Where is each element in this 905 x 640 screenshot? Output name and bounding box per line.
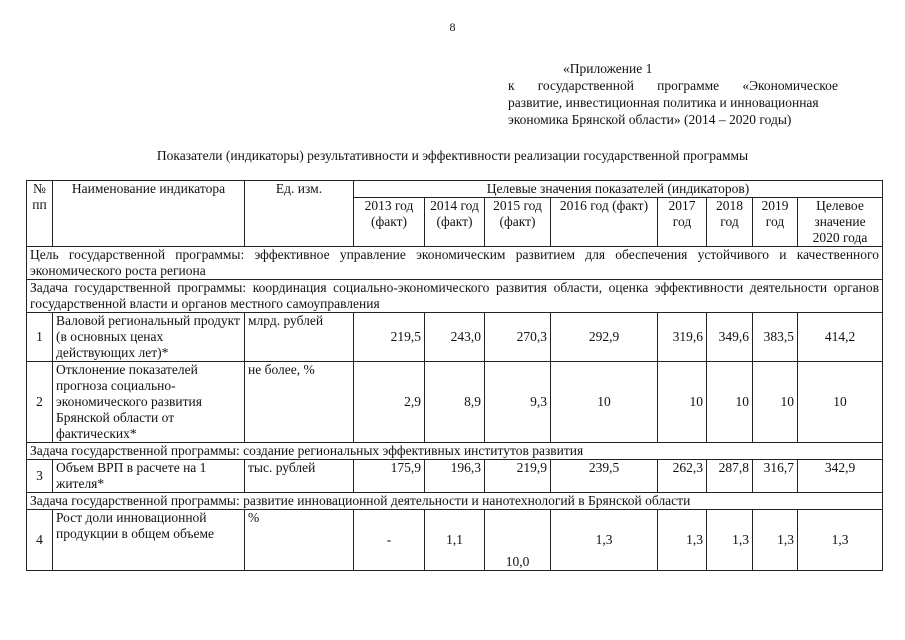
row-value: 1,3 xyxy=(551,510,658,571)
row-value: 316,7 xyxy=(753,460,798,493)
task-row-3 xyxy=(27,493,883,510)
row-value: 8,9 xyxy=(425,362,485,443)
row-value: 342,9 xyxy=(798,460,883,493)
header-year-2014: 2014 год (факт) xyxy=(425,198,485,247)
header-num: № пп xyxy=(27,181,53,247)
row-value: 287,8 xyxy=(707,460,753,493)
row-value: 239,5 xyxy=(551,460,658,493)
appendix-line-4: экономика Брянской области» (2014 – 2020 годы) xyxy=(508,112,792,127)
row-value: 319,6 xyxy=(658,313,707,362)
header-year-2015: 2015 год (факт) xyxy=(485,198,551,247)
row-value: 10 xyxy=(798,362,883,443)
row-name: Валовой региональный продукт (в основных ценах действующих лет)* xyxy=(53,313,245,362)
header-year-2017: 2017 год xyxy=(658,198,707,247)
appendix-line-3: развитие, инвестиционная политика и инновационная xyxy=(508,95,819,110)
row-value: 196,3 xyxy=(425,460,485,493)
row-name: Отклонение показателей прогноза социально-экономического развития Брянской области от фактических* xyxy=(53,362,245,443)
row-value: 1,3 xyxy=(707,510,753,571)
table-row xyxy=(27,313,883,362)
row-num: 3 xyxy=(27,460,53,493)
task-row-2 xyxy=(27,443,883,460)
task-text-1: Задача государственной программы: координация социально-экономического развития области, оценка эффективности деятельности органов государственной власти и органов местного самоуправления xyxy=(27,280,883,313)
table-row xyxy=(27,362,883,443)
row-unit: тыс. рублей xyxy=(245,460,354,493)
row-num: 1 xyxy=(27,313,53,362)
table-row xyxy=(27,510,883,571)
appendix-line-2: к государственной программе «Экономическое xyxy=(508,78,838,93)
row-value: 10,0 xyxy=(485,510,551,571)
table-title: Показатели (индикаторы) результативности и эффективности реализации государственной программы xyxy=(156,148,749,163)
header-year-2016: 2016 год (факт) xyxy=(551,198,658,247)
header-year-2018: 2018 год xyxy=(707,198,753,247)
row-value: 10 xyxy=(707,362,753,443)
row-value: 270,3 xyxy=(485,313,551,362)
header-name: Наименование индикатора xyxy=(53,181,245,247)
row-value: 10 xyxy=(551,362,658,443)
row-num: 4 xyxy=(27,510,53,571)
page-number: 8 xyxy=(449,20,456,34)
row-unit: млрд. рублей xyxy=(245,313,354,362)
table-row xyxy=(27,460,883,493)
row-value: 383,5 xyxy=(753,313,798,362)
row-num: 2 xyxy=(27,362,53,443)
row-value: 414,2 xyxy=(798,313,883,362)
goal-row xyxy=(27,247,883,280)
appendix-line-1: «Приложение 1 xyxy=(563,61,653,76)
row-value: 1,3 xyxy=(798,510,883,571)
row-value: 1,1 xyxy=(425,510,485,571)
row-value: 2,9 xyxy=(354,362,425,443)
row-value: 292,9 xyxy=(551,313,658,362)
row-name: Рост доли инновационной продукции в общем объеме xyxy=(53,510,245,571)
header-unit: Ед. изм. xyxy=(245,181,354,247)
row-value: 10 xyxy=(658,362,707,443)
indicators-table xyxy=(26,180,883,571)
row-value: 219,5 xyxy=(354,313,425,362)
row-value: 1,3 xyxy=(658,510,707,571)
row-value: 175,9 xyxy=(354,460,425,493)
row-name: Объем ВРП в расчете на 1 жителя* xyxy=(53,460,245,493)
row-unit: % xyxy=(245,510,354,571)
row-value: 243,0 xyxy=(425,313,485,362)
header-row-1 xyxy=(27,181,883,198)
row-value: 1,3 xyxy=(753,510,798,571)
goal-text: Цель государственной программы: эффективное управление экономическим развитием для обеспечения устойчивого и качественного экономического роста региона xyxy=(27,247,883,280)
row-value: 10 xyxy=(753,362,798,443)
row-value: 9,3 xyxy=(485,362,551,443)
header-year-2019: 2019 год xyxy=(753,198,798,247)
task-text-3: Задача государственной программы: развитие инновационной деятельности и нанотехнологий в Брянской области xyxy=(27,493,883,510)
header-targets: Целевые значения показателей (индикаторов) xyxy=(354,181,883,198)
task-row-1 xyxy=(27,280,883,313)
row-unit: не более, % xyxy=(245,362,354,443)
row-value: 349,6 xyxy=(707,313,753,362)
row-value: - xyxy=(354,510,425,571)
header-year-2020: Целевое значение 2020 года xyxy=(798,198,883,247)
row-value: 219,9 xyxy=(485,460,551,493)
task-text-2: Задача государственной программы: создание региональных эффективных институтов развития xyxy=(27,443,883,460)
row-value: 262,3 xyxy=(658,460,707,493)
appendix-note xyxy=(508,60,838,128)
header-year-2013: 2013 год (факт) xyxy=(354,198,425,247)
